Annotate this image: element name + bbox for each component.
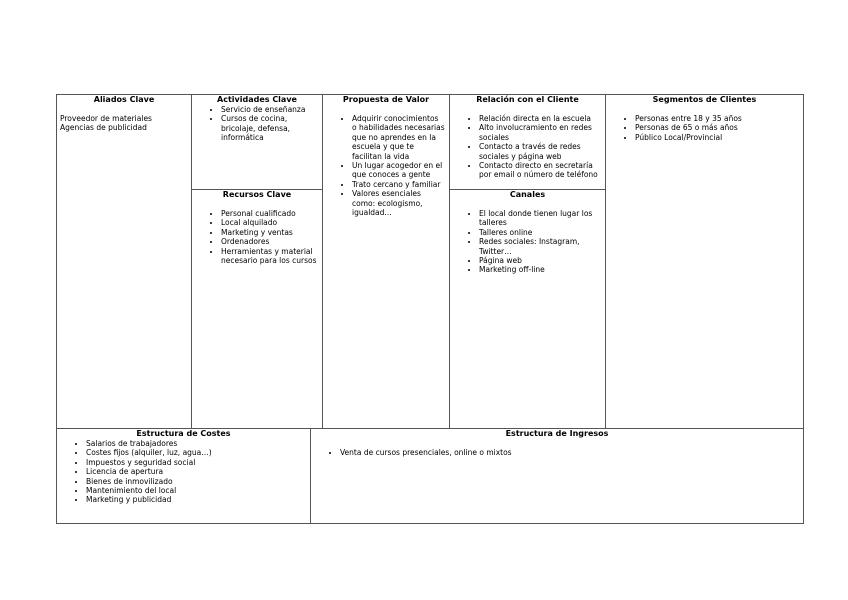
list-item: • Un lugar acogedor en el que conoces a gente xyxy=(352,161,445,180)
list-item: • Local alquilado xyxy=(221,218,322,227)
list-item: • Contacto directo en secretaría por email o número de teléfono xyxy=(479,161,599,180)
list-item: • Personas de 65 o más años xyxy=(635,123,803,132)
customer-segments-title: Segmentos de Clientes xyxy=(652,95,757,104)
list-item: • Ordenadores xyxy=(221,237,322,246)
value-proposition-title: Propuesta de Valor xyxy=(342,95,430,104)
key-activities-section xyxy=(192,95,322,189)
value-proposition-section xyxy=(323,95,449,428)
list-item: • Personas entre 18 y 35 años xyxy=(635,114,803,123)
key-partner-line: Proveedor de materiales xyxy=(60,114,152,123)
list-item: • Marketing y publicidad xyxy=(86,495,310,504)
cost-structure-section xyxy=(57,429,310,523)
list-item: • Relación directa en la escuela xyxy=(479,114,599,123)
revenue-streams-section xyxy=(311,429,803,523)
list-item: • Herramientas y material necesario para los cursos xyxy=(221,247,322,266)
revenue-streams-title: Estructura de Ingresos xyxy=(505,429,609,438)
list-item: • Público Local/Provincial xyxy=(635,133,803,142)
key-resources-title: Recursos Clave xyxy=(222,190,292,199)
list-item: • Servicio de enseñanza xyxy=(221,105,322,114)
channels-section xyxy=(450,190,605,428)
list-item: • Talleres online xyxy=(479,228,599,237)
list-item: • Marketing y ventas xyxy=(221,228,322,237)
customer-relationships-title: Relación con el Cliente xyxy=(476,95,579,104)
customer-segments-section xyxy=(606,95,803,428)
list-item: • Cursos de cocina, bricolaje, defensa, informática xyxy=(221,114,322,142)
list-item: • Bienes de inmovilizado xyxy=(86,477,310,486)
list-item: • Redes sociales: Instagram, Twitter… xyxy=(479,237,599,256)
list-item: • Licencia de apertura xyxy=(86,467,310,476)
list-item: • Página web xyxy=(479,256,599,265)
key-partners-section xyxy=(57,95,191,428)
key-activities-title: Actividades Clave xyxy=(217,95,297,104)
key-resources-section xyxy=(192,190,322,428)
list-item: • Adquirir conocimientos o habilidades necesarias que no aprendes en la escuela y que te facilitan la vida xyxy=(352,114,445,161)
list-item: • Personal cualificado xyxy=(221,209,322,218)
list-item: • Valores esenciales como: ecologismo, igualdad… xyxy=(352,189,445,217)
list-item: • Marketing off-line xyxy=(479,265,599,274)
list-item: • Costes fijos (alquiler, luz, agua…) xyxy=(86,448,310,457)
key-partner-line: Agencias de publicidad xyxy=(60,123,147,133)
list-item: • Venta de cursos presenciales, online o mixtos xyxy=(340,448,803,457)
channels-title: Canales xyxy=(509,190,546,199)
cost-structure-title: Estructura de Costes xyxy=(136,429,231,438)
list-item: • Contacto a través de redes sociales y página web xyxy=(479,142,599,161)
key-partners-title: Aliados Clave xyxy=(93,95,155,104)
list-item: • Alto involucramiento en redes sociales xyxy=(479,123,599,142)
list-item: • Impuestos y seguridad social xyxy=(86,458,310,467)
customer-relationships-section xyxy=(450,95,605,189)
list-item: • Salarios de trabajadores xyxy=(86,439,310,448)
list-item: • El local donde tienen lugar los talleres xyxy=(479,209,599,228)
list-item: • Trato cercano y familiar xyxy=(352,180,445,189)
list-item: • Mantenimiento del local xyxy=(86,486,310,495)
